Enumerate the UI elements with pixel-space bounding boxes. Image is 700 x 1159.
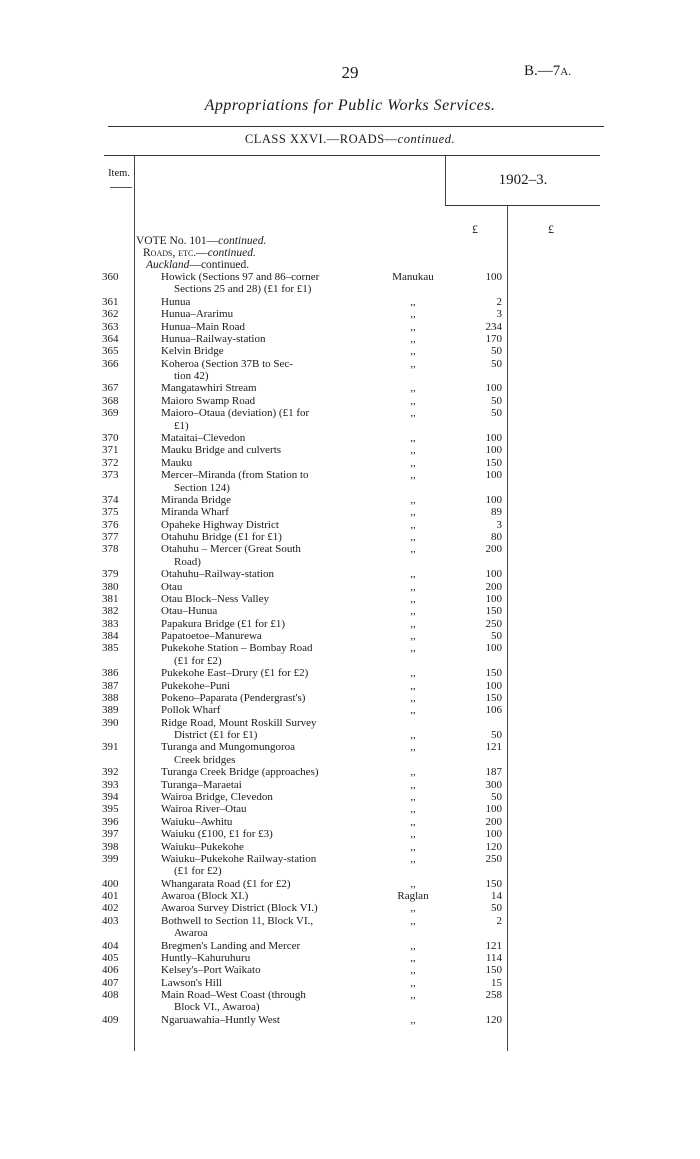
item-district: ,, bbox=[410, 332, 416, 345]
item-description: Main Road–West Coast (through bbox=[161, 989, 306, 1001]
item-number: 390 bbox=[102, 716, 119, 729]
item-district: ,, bbox=[410, 791, 416, 803]
item-description: Pukekohe–Puni bbox=[161, 679, 231, 692]
item-number: 404 bbox=[102, 939, 119, 952]
item-district: ,, bbox=[410, 431, 416, 444]
item-description: Waiuku (£100, £1 for £3) bbox=[161, 828, 273, 841]
item-description: Bregmen's Landing and Mercer bbox=[161, 939, 301, 952]
class-title-suffix: continued. bbox=[397, 132, 456, 146]
item-description: Mercer–Miranda (from Station to bbox=[161, 469, 309, 482]
item-amount: 14 bbox=[491, 890, 502, 902]
item-description: Block VI., Awaroa) bbox=[174, 1001, 260, 1014]
table-row bbox=[0, 692, 700, 704]
table-row bbox=[0, 717, 700, 729]
table-top-rule bbox=[104, 155, 600, 156]
item-amount: 200 bbox=[485, 815, 502, 828]
table-row bbox=[0, 816, 700, 828]
table-row bbox=[0, 741, 700, 753]
table-row bbox=[0, 1014, 700, 1026]
item-description: Mangatawhiri Stream bbox=[161, 382, 257, 395]
district-name: Auckland bbox=[146, 259, 190, 271]
table-row bbox=[0, 556, 700, 568]
item-number: 395 bbox=[102, 803, 119, 816]
item-number: 402 bbox=[102, 902, 119, 915]
item-description: Otau bbox=[161, 580, 183, 593]
item-description: Mataitai–Clevedon bbox=[161, 431, 246, 444]
item-amount: 89 bbox=[491, 506, 502, 519]
item-amount: 100 bbox=[485, 431, 502, 444]
item-amount: 106 bbox=[485, 704, 502, 717]
table-header-rule bbox=[445, 205, 600, 206]
item-district: ,, bbox=[410, 778, 416, 791]
item-number: 367 bbox=[102, 382, 119, 395]
table-row bbox=[0, 655, 700, 667]
table-row bbox=[0, 828, 700, 840]
item-number: 392 bbox=[102, 766, 119, 779]
item-description: Otau Block–Ness Valley bbox=[161, 592, 269, 605]
table-row bbox=[0, 457, 700, 469]
item-district: ,, bbox=[410, 592, 416, 605]
item-district: ,, bbox=[410, 456, 416, 469]
vote-line: VOTE No. 101— bbox=[136, 235, 219, 247]
item-number: 363 bbox=[102, 320, 119, 333]
roads-line: Roads, etc.— bbox=[143, 247, 208, 259]
item-district: ,, bbox=[410, 852, 416, 865]
item-amount: 100 bbox=[485, 803, 502, 816]
item-number: 364 bbox=[102, 332, 119, 345]
table-row bbox=[0, 853, 700, 865]
item-description: Turanga and Mungomungoroa bbox=[161, 741, 296, 754]
item-number: 391 bbox=[102, 741, 119, 754]
item-description: Waiuku–Awhitu bbox=[161, 815, 233, 828]
item-number: 388 bbox=[102, 691, 119, 704]
table-row bbox=[0, 494, 700, 506]
item-district: ,, bbox=[410, 580, 416, 593]
table-row bbox=[0, 779, 700, 791]
table-row bbox=[0, 841, 700, 853]
item-district: ,, bbox=[410, 407, 416, 420]
item-description: Road) bbox=[174, 555, 201, 568]
item-amount: 3 bbox=[496, 308, 502, 321]
table-row bbox=[0, 321, 700, 333]
item-number: 397 bbox=[102, 828, 119, 841]
item-district: ,, bbox=[410, 357, 416, 370]
class-title-main: CLASS XXVI.—ROADS— bbox=[244, 132, 398, 146]
item-district: ,, bbox=[410, 531, 416, 543]
page-title: Appropriations for Public Works Services. bbox=[204, 97, 496, 114]
item-description: Section 124) bbox=[174, 481, 230, 494]
item-number: 374 bbox=[102, 493, 119, 506]
item-description: Whangarata Road (£1 for £2) bbox=[161, 877, 291, 890]
item-amount: 50 bbox=[491, 394, 502, 407]
table-row bbox=[0, 989, 700, 1001]
item-description: Kelvin Bridge bbox=[161, 345, 224, 358]
item-amount: 300 bbox=[485, 778, 502, 791]
table-row bbox=[0, 531, 700, 543]
item-description: Hunua–Main Road bbox=[161, 320, 246, 333]
item-amount: 100 bbox=[485, 469, 502, 482]
item-district: ,, bbox=[410, 493, 416, 506]
item-description: Awaroa bbox=[174, 927, 208, 940]
item-description: Awaroa Survey District (Block VI.) bbox=[161, 902, 318, 915]
item-district: ,, bbox=[410, 630, 416, 642]
item-description: Pukekohe Station – Bombay Road bbox=[161, 642, 313, 655]
item-amount: 200 bbox=[485, 543, 502, 556]
item-description: Awaroa (Block XI.) bbox=[161, 890, 249, 902]
item-number: 369 bbox=[102, 407, 119, 420]
item-district: ,, bbox=[410, 469, 416, 482]
item-description: Hunua–Railway-station bbox=[161, 332, 266, 345]
item-amount: 80 bbox=[491, 531, 502, 543]
item-district: ,, bbox=[410, 679, 416, 692]
table-row bbox=[0, 667, 700, 679]
item-amount: 50 bbox=[491, 357, 502, 370]
item-amount: 150 bbox=[485, 456, 502, 469]
table-row bbox=[0, 865, 700, 877]
item-district: ,, bbox=[410, 741, 416, 754]
table-row bbox=[0, 952, 700, 964]
item-number: 396 bbox=[102, 815, 119, 828]
item-number: 393 bbox=[102, 778, 119, 791]
item-description: Maioro–Otaua (deviation) (£1 for bbox=[161, 407, 310, 420]
item-description: Waiuku–Pukekohe bbox=[161, 840, 244, 853]
item-number: 379 bbox=[102, 568, 119, 581]
table-row bbox=[0, 977, 700, 989]
item-number: 407 bbox=[102, 976, 119, 989]
place-column-divider bbox=[445, 156, 446, 206]
table-row bbox=[0, 444, 700, 456]
item-description: Mauku Bridge and culverts bbox=[161, 444, 282, 457]
item-number: 399 bbox=[102, 852, 119, 865]
roads-heading bbox=[143, 247, 256, 259]
item-description: Otahuhu–Railway-station bbox=[161, 568, 275, 581]
document-reference-main: B.—7 bbox=[524, 63, 561, 79]
item-amount: 3 bbox=[496, 518, 502, 531]
item-description: Maioro Swamp Road bbox=[161, 394, 256, 407]
table-row bbox=[0, 915, 700, 927]
item-district: ,, bbox=[410, 840, 416, 853]
item-amount: 187 bbox=[485, 766, 502, 779]
item-district: ,, bbox=[410, 667, 416, 680]
item-number: 371 bbox=[102, 444, 119, 457]
table-row bbox=[0, 296, 700, 308]
item-number: 382 bbox=[102, 605, 119, 618]
document-reference bbox=[524, 63, 571, 80]
item-amount: 100 bbox=[485, 382, 502, 395]
table-row bbox=[0, 940, 700, 952]
item-amount: 100 bbox=[485, 444, 502, 457]
item-column-header: Item. bbox=[108, 168, 130, 179]
item-number: 378 bbox=[102, 543, 119, 556]
table-row bbox=[0, 642, 700, 654]
item-description: Otau–Hunua bbox=[161, 605, 218, 618]
item-district: ,, bbox=[410, 394, 416, 407]
table-row bbox=[0, 370, 700, 382]
item-district: ,, bbox=[410, 617, 416, 630]
item-number: 383 bbox=[102, 617, 119, 630]
item-description: Papakura Bridge (£1 for £1) bbox=[161, 617, 286, 630]
item-description: Pokeno–Paparata (Pendergrast's) bbox=[161, 691, 306, 704]
table-row bbox=[0, 593, 700, 605]
item-amount: 50 bbox=[491, 902, 502, 915]
table-row bbox=[0, 358, 700, 370]
item-description: Papatoetoe–Manurewa bbox=[161, 630, 262, 642]
table-row bbox=[0, 395, 700, 407]
item-amount: 170 bbox=[485, 332, 502, 345]
item-district: ,, bbox=[410, 803, 416, 816]
item-district: ,, bbox=[410, 605, 416, 618]
table-row bbox=[0, 791, 700, 803]
item-amount: 100 bbox=[485, 493, 502, 506]
item-amount: 2 bbox=[496, 295, 502, 308]
item-amount: 100 bbox=[485, 679, 502, 692]
vote-heading bbox=[136, 235, 266, 247]
item-amount: 121 bbox=[485, 939, 502, 952]
item-district: ,, bbox=[410, 976, 416, 989]
item-amount: 234 bbox=[485, 320, 502, 333]
table-row bbox=[0, 766, 700, 778]
item-district: ,, bbox=[410, 729, 416, 742]
item-district: ,, bbox=[410, 691, 416, 704]
item-district: ,, bbox=[410, 444, 416, 457]
item-district: ,, bbox=[410, 877, 416, 890]
district-suffix: —continued. bbox=[189, 259, 250, 271]
table-row bbox=[0, 878, 700, 890]
item-description: Wairoa Bridge, Clevedon bbox=[161, 791, 273, 803]
item-description: tion 42) bbox=[174, 370, 209, 382]
item-district: ,, bbox=[410, 295, 416, 308]
table-row bbox=[0, 407, 700, 419]
item-district: ,, bbox=[410, 506, 416, 519]
item-amount: 150 bbox=[485, 964, 502, 977]
item-amount: 150 bbox=[485, 605, 502, 618]
item-amount: 200 bbox=[485, 580, 502, 593]
vote-line-suffix: continued. bbox=[218, 235, 267, 247]
item-number: 389 bbox=[102, 704, 119, 717]
roads-line-suffix: continued. bbox=[207, 247, 256, 259]
item-amount: 121 bbox=[485, 741, 502, 754]
item-amount: 250 bbox=[485, 617, 502, 630]
item-description: Kelsey's–Port Waikato bbox=[161, 964, 261, 977]
table-row bbox=[0, 308, 700, 320]
item-description: Opaheke Highway District bbox=[161, 518, 279, 531]
item-description: (£1 for £2) bbox=[174, 654, 222, 667]
item-district: ,, bbox=[410, 828, 416, 841]
table-row bbox=[0, 803, 700, 815]
item-number: 385 bbox=[102, 642, 119, 655]
table-row bbox=[0, 704, 700, 716]
item-amount: 150 bbox=[485, 667, 502, 680]
item-district: ,, bbox=[410, 815, 416, 828]
item-description: Ridge Road, Mount Roskill Survey bbox=[161, 716, 317, 729]
item-number: 362 bbox=[102, 308, 119, 321]
table-row bbox=[0, 482, 700, 494]
item-description: District (£1 for £1) bbox=[174, 729, 258, 742]
item-district: ,, bbox=[410, 518, 416, 531]
item-description: Pollok Wharf bbox=[161, 704, 221, 717]
item-number: 360 bbox=[102, 271, 119, 283]
item-number: 368 bbox=[102, 394, 119, 407]
item-description: Otahuhu – Mercer (Great South bbox=[161, 543, 301, 556]
item-district: ,, bbox=[410, 308, 416, 321]
item-number: 375 bbox=[102, 506, 119, 519]
table-row bbox=[0, 890, 700, 902]
item-description: Ngaruawahia–Huntly West bbox=[161, 1013, 280, 1026]
table-row bbox=[0, 469, 700, 481]
table-row bbox=[0, 519, 700, 531]
item-number: 387 bbox=[102, 679, 119, 692]
table-row bbox=[0, 432, 700, 444]
table-row bbox=[0, 680, 700, 692]
item-district: ,, bbox=[410, 543, 416, 556]
item-amount: 50 bbox=[491, 729, 502, 742]
table-row bbox=[0, 754, 700, 766]
item-number: 398 bbox=[102, 840, 119, 853]
item-amount: 100 bbox=[485, 642, 502, 655]
item-number: 366 bbox=[102, 357, 119, 370]
item-amount: 50 bbox=[491, 407, 502, 420]
year-column-header: 1902–3. bbox=[498, 172, 548, 188]
item-amount: 150 bbox=[485, 691, 502, 704]
item-description: Waiuku–Pukekohe Railway-station bbox=[161, 852, 317, 865]
document-reference-suffix: A. bbox=[560, 66, 571, 78]
item-description: Mauku bbox=[161, 456, 193, 469]
item-header-underline bbox=[110, 187, 132, 188]
item-number: 405 bbox=[102, 951, 119, 964]
item-number: 373 bbox=[102, 469, 119, 482]
item-number: 408 bbox=[102, 989, 119, 1001]
table-row bbox=[0, 618, 700, 630]
item-district: Raglan bbox=[397, 890, 429, 902]
table-row bbox=[0, 1001, 700, 1013]
item-number: 370 bbox=[102, 431, 119, 444]
currency-header-1: £ bbox=[472, 222, 478, 236]
item-description: Hunua–Ararimu bbox=[161, 308, 234, 321]
item-number: 394 bbox=[102, 791, 119, 803]
table-row bbox=[0, 729, 700, 741]
item-description: Hunua bbox=[161, 295, 191, 308]
item-description: Koheroa (Section 37B to Sec- bbox=[161, 357, 293, 370]
item-district: ,, bbox=[410, 704, 416, 717]
item-district: ,, bbox=[410, 914, 416, 927]
item-number: 380 bbox=[102, 580, 119, 593]
item-description: Turanga–Maraetai bbox=[161, 778, 242, 791]
table-row bbox=[0, 568, 700, 580]
item-description: Bothwell to Section 11, Block VI., bbox=[161, 914, 314, 927]
item-description: Wairoa River–Otau bbox=[161, 803, 247, 816]
item-amount: 250 bbox=[485, 852, 502, 865]
item-number: 403 bbox=[102, 914, 119, 927]
item-amount: 100 bbox=[485, 568, 502, 581]
item-district: ,, bbox=[410, 989, 416, 1001]
table-row bbox=[0, 345, 700, 357]
item-district: ,, bbox=[410, 902, 416, 915]
class-title bbox=[0, 132, 700, 147]
item-amount: 120 bbox=[485, 1013, 502, 1026]
item-amount: 50 bbox=[491, 791, 502, 803]
table-row bbox=[0, 506, 700, 518]
item-number: 386 bbox=[102, 667, 119, 680]
item-district: ,, bbox=[410, 1013, 416, 1026]
item-amount: 100 bbox=[485, 271, 502, 283]
item-district: ,, bbox=[410, 766, 416, 779]
item-description: Pukekohe East–Drury (£1 for £2) bbox=[161, 667, 309, 680]
item-description: Turanga Creek Bridge (approaches) bbox=[161, 766, 319, 779]
item-description: Lawson's Hill bbox=[161, 976, 222, 989]
item-amount: 114 bbox=[485, 951, 502, 964]
item-number: 365 bbox=[102, 345, 119, 358]
table-row bbox=[0, 902, 700, 914]
item-district: ,, bbox=[410, 320, 416, 333]
table-row bbox=[0, 420, 700, 432]
item-description: (£1 for £2) bbox=[174, 865, 222, 878]
item-amount: 150 bbox=[485, 877, 502, 890]
table-row bbox=[0, 605, 700, 617]
item-district: ,, bbox=[410, 345, 416, 358]
page-number: 29 bbox=[341, 63, 359, 82]
title-rule bbox=[108, 126, 604, 127]
item-description: Huntly–Kahuruhuru bbox=[161, 951, 251, 964]
table-row bbox=[0, 382, 700, 394]
table-row bbox=[0, 581, 700, 593]
item-amount: 2 bbox=[496, 914, 502, 927]
item-number: 400 bbox=[102, 877, 119, 890]
item-district: ,, bbox=[410, 951, 416, 964]
item-district: Manukau bbox=[392, 271, 434, 283]
item-number: 361 bbox=[102, 295, 119, 308]
item-district: ,, bbox=[410, 939, 416, 952]
item-description: £1) bbox=[174, 419, 189, 432]
item-number: 381 bbox=[102, 592, 119, 605]
item-number: 377 bbox=[102, 531, 119, 543]
item-number: 406 bbox=[102, 964, 119, 977]
item-amount: 258 bbox=[485, 989, 502, 1001]
item-district: ,, bbox=[410, 568, 416, 581]
table-row bbox=[0, 543, 700, 555]
table-row bbox=[0, 283, 700, 295]
item-district: ,, bbox=[410, 382, 416, 395]
item-number: 376 bbox=[102, 518, 119, 531]
item-district: ,, bbox=[410, 642, 416, 655]
item-amount: 50 bbox=[491, 630, 502, 642]
table-row bbox=[0, 927, 700, 939]
item-amount: 15 bbox=[491, 976, 502, 989]
item-description: Miranda Wharf bbox=[161, 506, 229, 519]
item-description: Miranda Bridge bbox=[161, 493, 231, 506]
currency-header-2: £ bbox=[548, 222, 554, 236]
table-row bbox=[0, 630, 700, 642]
table-row bbox=[0, 333, 700, 345]
item-description: Sections 25 and 28) (£1 for £1) bbox=[174, 283, 312, 296]
item-amount: 100 bbox=[485, 828, 502, 841]
item-number: 384 bbox=[102, 630, 119, 642]
table-row bbox=[0, 964, 700, 976]
item-number: 409 bbox=[102, 1013, 119, 1026]
item-description: Howick (Sections 97 and 86–corner bbox=[161, 271, 320, 283]
item-amount: 50 bbox=[491, 345, 502, 358]
item-description: Otahuhu Bridge (£1 for £1) bbox=[161, 531, 282, 543]
item-description: Creek bridges bbox=[174, 753, 236, 766]
item-district: ,, bbox=[410, 964, 416, 977]
item-amount: 120 bbox=[485, 840, 502, 853]
district-heading bbox=[146, 259, 249, 271]
item-number: 401 bbox=[102, 890, 119, 902]
item-amount: 100 bbox=[485, 592, 502, 605]
item-number: 372 bbox=[102, 456, 119, 469]
table-row bbox=[0, 271, 700, 283]
